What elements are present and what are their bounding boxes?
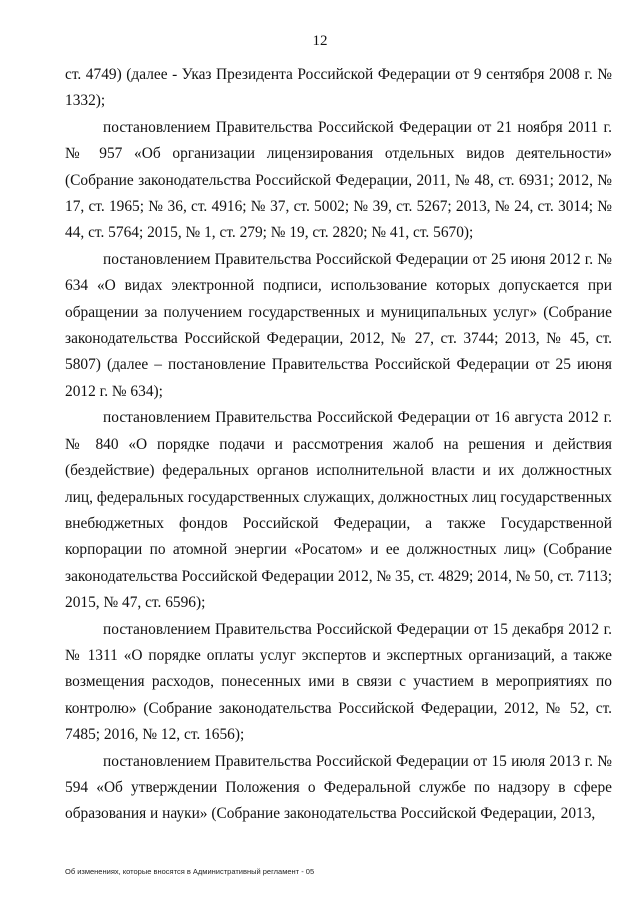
document-body xyxy=(65,62,612,828)
paragraph-decree-594: постановлением Правительства Российской Федерации от 15 июля 2013 г. № 594 «Об утверждении Положения о Федеральной службе по надзору в сфере образования и науки» (Собрание законодательства Российской Федерации, 2013, xyxy=(65,752,612,823)
paragraph-continuation: ст. 4749) (далее - Указ Президента Российской Федерации от 9 сентября 2008 г. № 1332); xyxy=(65,66,612,110)
page-footer: Об изменениях, которые вносятся в Административный регламент - 05 xyxy=(65,867,315,876)
page-number: 12 xyxy=(312,33,328,49)
paragraph-decree-1311: постановлением Правительства Российской Федерации от 15 декабря 2012 г. № 1311 «О порядке оплаты услуг экспертов и экспертных организаций, а также возмещения расходов, понесенных ими в связи с участием в мероприятиях по контролю» (Собрание законодательства Российской Федерации, 2012, № 52, ст. 7485; 2016, № 12, ст. 1656); xyxy=(65,620,612,744)
paragraph-decree-840: постановлением Правительства Российской Федерации от 16 августа 2012 г. № 840 «О порядке подачи и рассмотрения жалоб на решения и действия (бездействие) федеральных органов исполнительной власти и их должностных лиц, федеральных государственных служащих, должностных лиц государственных внебюджетных фондов Российской Федерации, а также Государственной корпорации по атомной энергии «Росатом» и ее должностных лиц» (Собрание законодательства Российской Федерации 2012, № 35, ст. 4829; 2014, № 50, ст. 7113; 2015, № 47, ст. 6596); xyxy=(65,409,612,612)
paragraph-decree-957: постановлением Правительства Российской Федерации от 21 ноября 2011 г. № 957 «Об организации лицензирования отдельных видов деятельности» (Собрание законодательства Российской Федерации, 2011, № 48, ст. 6931; 2012, № 17, ст. 1965; № 36, ст. 4916; № 37, ст. 5002; № 39, ст. 5267; 2013, № 24, ст. 3014; № 44, ст. 5764; 2015, № 1, ст. 279; № 19, ст. 2820; № 41, ст. 5670); xyxy=(65,118,612,242)
paragraph-decree-634: постановлением Правительства Российской Федерации от 25 июня 2012 г. № 634 «О видах электронной подписи, использование которых допускается при обращении за получением государственных и муниципальных услуг» (Собрание законодательства Российской Федерации, 2012, № 27, ст. 3744; 2013, № 45, ст. 5807) (далее – постановление Правительства Российской Федерации от 25 июня 2012 г. № 634); xyxy=(65,250,612,400)
